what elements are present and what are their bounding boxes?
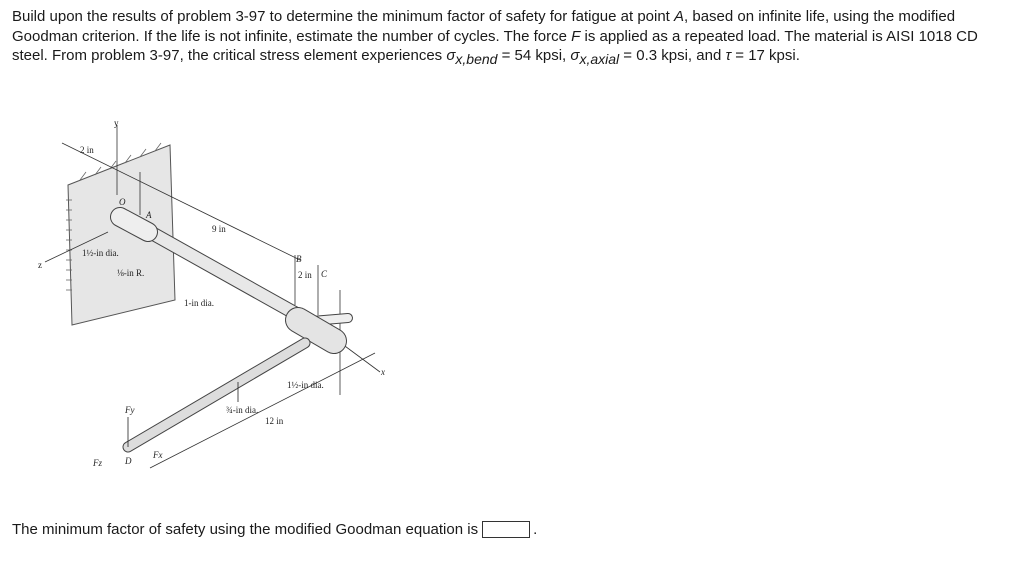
svg-text:x: x (381, 367, 385, 377)
answer-prompt: The minimum factor of safety using the modified Goodman equation is (12, 521, 479, 538)
svg-text:9 in: 9 in (212, 224, 226, 234)
svg-text:Fz: Fz (93, 458, 102, 468)
svg-text:B: B (296, 254, 302, 264)
svg-text:A: A (146, 210, 152, 220)
svg-text:Fy: Fy (125, 405, 135, 415)
svg-text:z: z (38, 260, 42, 270)
svg-text:O: O (119, 197, 126, 207)
svg-text:Fx: Fx (153, 450, 163, 460)
svg-text:y: y (114, 118, 119, 128)
svg-text:¾-in dia.: ¾-in dia. (226, 405, 259, 415)
svg-text:1½-in dia.: 1½-in dia. (287, 380, 324, 390)
question-text: Build upon the results of problem 3-97 to determine the minimum factor of safety for fatigue at point A, based on infinite life, using the modified Goodman criterion. If the life is not infinite, estimate the number of cycles. The force F is applied as a repeated load. The material is AISI 1018 CD steel. From problem 3-97, the critical stress element experiences σx,bend = 54 kpsi, σx,axial = 0.3 kpsi, and τ = 17 kpsi. (12, 8, 978, 67)
svg-text:2 in: 2 in (80, 145, 94, 155)
factor-of-safety-input[interactable] (482, 521, 530, 538)
svg-text:12 in: 12 in (265, 416, 284, 426)
answer-row: The minimum factor of safety using the modified Goodman equation is . (12, 521, 538, 538)
svg-text:C: C (321, 269, 328, 279)
svg-text:2 in: 2 in (298, 270, 312, 280)
svg-text:D: D (125, 456, 132, 466)
shaft-figure (0, 100, 420, 480)
svg-text:1½-in dia.: 1½-in dia. (82, 248, 119, 258)
svg-text:⅛-in R.: ⅛-in R. (117, 268, 145, 278)
svg-text:1-in dia.: 1-in dia. (184, 298, 214, 308)
